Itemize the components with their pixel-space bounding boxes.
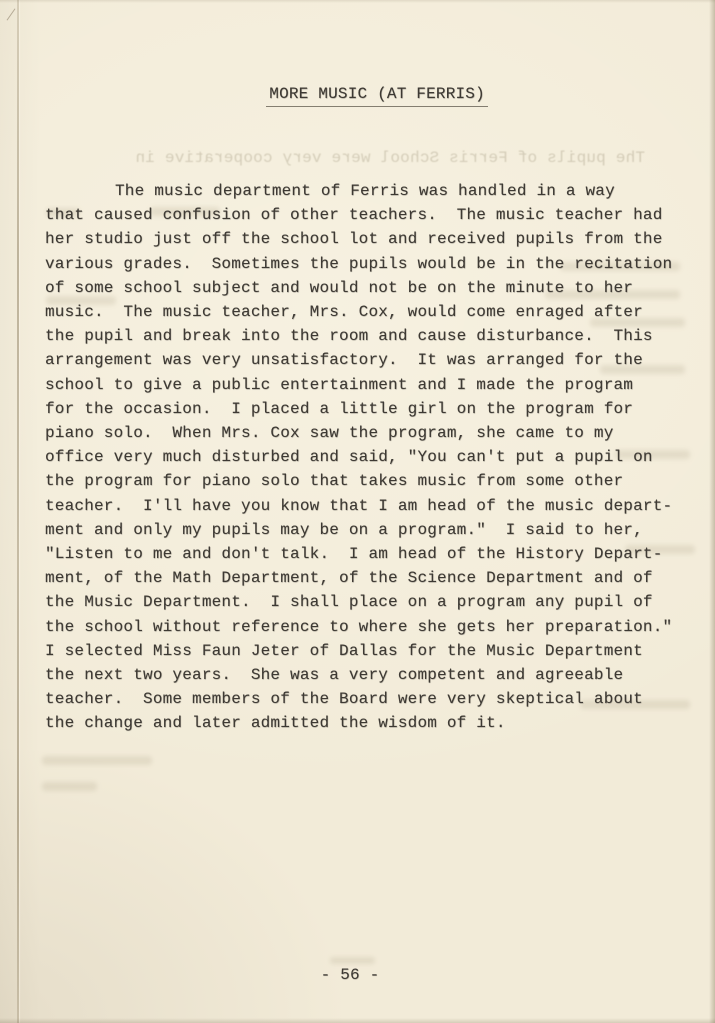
text-line: the change and later admitted the wisdom of it. — [45, 714, 506, 733]
text-line: school to give a public entertainment and I made the program — [45, 375, 634, 394]
text-line: the pupil and break into the room and cause disturbance. This — [45, 327, 653, 346]
text-line: the school without reference to where she gets her preparation." — [45, 617, 673, 636]
text-line: The music department of Ferris was handled in a way — [115, 182, 615, 200]
text-line: the Music Department. I shall place on a program any pupil of — [45, 593, 653, 612]
page-title-text: MORE MUSIC (AT FERRIS) — [266, 85, 488, 107]
text-line: ment and only my pupils may be on a program." I said to her, — [45, 520, 643, 539]
text-line: ment, of the Math Department, of the Science Department and of — [45, 569, 653, 588]
text-line: music. The music teacher, Mrs. Cox, would come enraged after — [45, 303, 643, 322]
text-line: the program for piano solo that takes music from some other — [45, 472, 624, 491]
body-paragraph — [45, 179, 685, 736]
bleed-through-smudge — [330, 957, 375, 964]
text-line: the next two years. She was a very competent and agreeable — [45, 666, 624, 685]
text-line: teacher. Some members of the Board were very skeptical about — [45, 690, 643, 709]
text-line: "Listen to me and don't talk. I am head of the History Depart- — [45, 545, 663, 564]
page-title — [0, 67, 715, 125]
text-line: for the occasion. I placed a little girl on the program for — [45, 399, 634, 418]
page-number: - 56 - — [320, 966, 380, 984]
bleed-through-smudge — [42, 782, 97, 791]
bleed-through-smudge — [42, 756, 152, 765]
text-line: her studio just off the school lot and received pupils from the — [45, 230, 663, 249]
text-line: of some school subject and would not be on the minute to her — [45, 278, 634, 297]
scan-edge-bottom — [0, 1018, 715, 1023]
scan-edge-top — [0, 0, 715, 3]
text-line: office very much disturbed and said, "You can't put a pupil on — [45, 448, 653, 467]
text-line: teacher. I'll have you know that I am head of the music depart- — [45, 496, 673, 515]
page-fold-line — [17, 0, 19, 1023]
scan-edge-right — [709, 0, 715, 1023]
text-line: that caused confusion of other teachers. The music teacher had — [45, 206, 663, 225]
text-line: arrangement was very unsatisfactory. It was arranged for the — [45, 351, 643, 370]
text-line: I selected Miss Faun Jeter of Dallas for the Music Department — [45, 641, 643, 660]
bleed-through-text: The pupils of Ferris School were very cooperative in — [135, 149, 645, 167]
text-line: various grades. Sometimes the pupils would be in the recitation — [45, 254, 673, 273]
scan-scratch-artifact — [7, 8, 16, 20]
text-line: piano solo. When Mrs. Cox saw the program, she came to my — [45, 424, 614, 443]
